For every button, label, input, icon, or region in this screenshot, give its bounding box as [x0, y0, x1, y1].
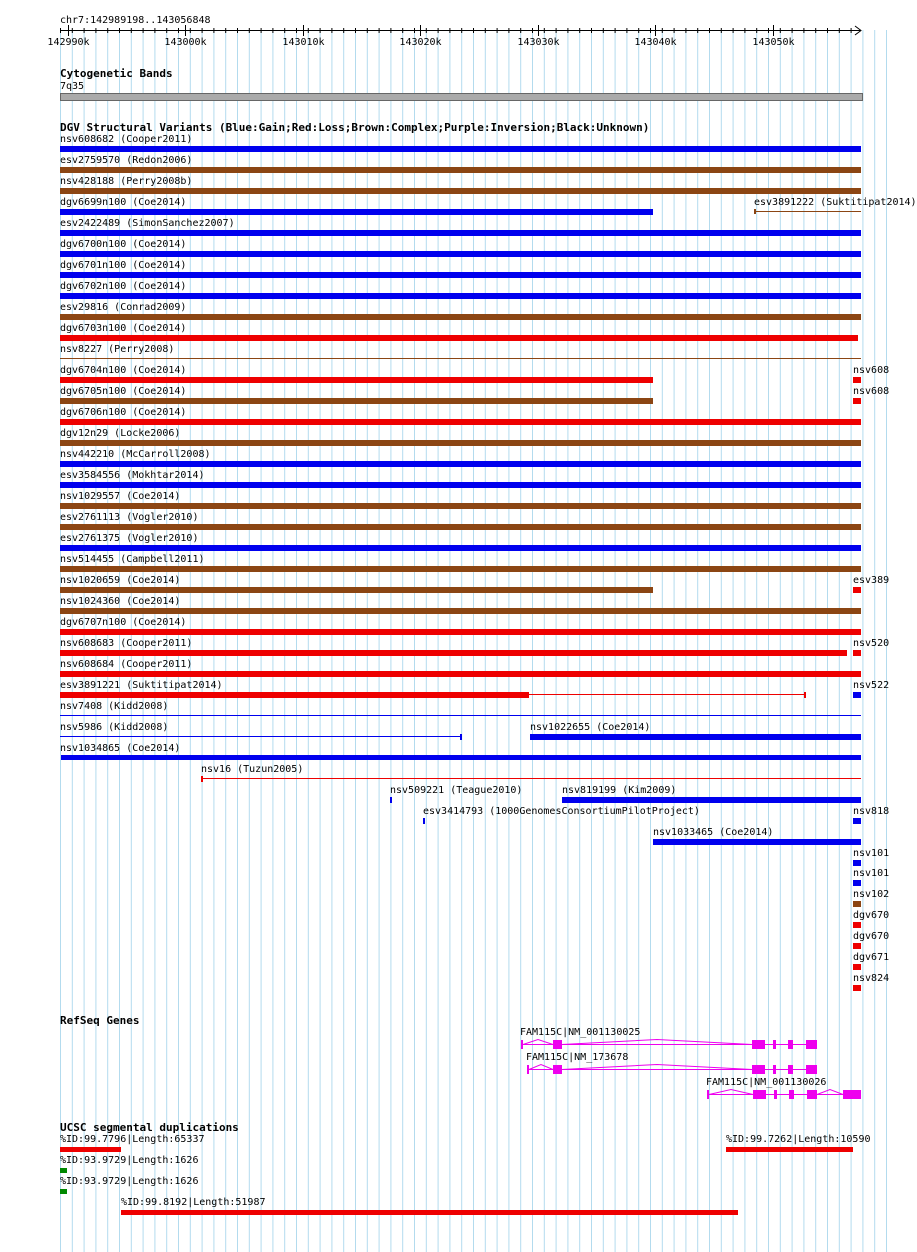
ruler-tick-label: 143010k [282, 37, 325, 48]
variant-label: nsv1020659 (Coe2014) [60, 575, 181, 586]
variant-label: nsv1022655 (Coe2014) [530, 722, 651, 733]
variant-label: nsv102 [853, 889, 890, 900]
variant-label: nsv608 [853, 386, 890, 397]
variant-label: nsv7408 (Kidd2008) [60, 701, 169, 712]
variant-label: nsv608683 (Cooper2011) [60, 638, 193, 649]
gene-intron-chevron[interactable] [817, 1090, 843, 1095]
variant-label: esv389 [853, 575, 890, 586]
variant-label: dgv6703n100 (Coe2014) [60, 323, 187, 334]
segdup-label: %ID:99.7262|Length:10590 [726, 1134, 871, 1145]
variant-label: dgv6705n100 (Coe2014) [60, 386, 187, 397]
variant-label: nsv608682 (Cooper2011) [60, 134, 193, 145]
cytoband-label: 7q35 [60, 81, 85, 92]
variant-label: nsv520 [853, 638, 890, 649]
segdup-track-title: UCSC segmental duplications [60, 1121, 239, 1134]
ruler-tick-label: 143000k [164, 37, 207, 48]
variant-label: esv3891222 (Suktitipat2014) [754, 197, 917, 208]
ruler-tick-label: 143040k [634, 37, 677, 48]
segdup-bar[interactable] [726, 1147, 853, 1152]
variant-label: nsv428188 (Perry2008b) [60, 176, 193, 187]
gene-exon[interactable] [707, 1090, 709, 1099]
variant-label: nsv1034865 (Coe2014) [60, 743, 181, 754]
ruler-tick-label: 143020k [399, 37, 442, 48]
variant-label: nsv509221 (Teague2010) [390, 785, 523, 796]
gene-exon[interactable] [773, 1040, 776, 1049]
segdup-label: %ID:99.7796|Length:65337 [60, 1134, 205, 1145]
variant-label: esv29816 (Conrad2009) [60, 302, 187, 313]
segdup-label: %ID:93.9729|Length:1626 [60, 1155, 199, 1166]
variant-label: esv2761375 (Vogler2010) [60, 533, 199, 544]
variant-label: nsv8227 (Perry2008) [60, 344, 175, 355]
cytoband-track-title: Cytogenetic Bands [60, 67, 173, 80]
segdup-label: %ID:93.9729|Length:1626 [60, 1176, 199, 1187]
gene-intron-chevron[interactable] [523, 1040, 553, 1045]
gene-exon[interactable] [527, 1065, 529, 1074]
variant-label: nsv16 (Tuzun2005) [201, 764, 304, 775]
gene-label: FAM115C|NM_173678 [526, 1052, 629, 1063]
variant-label: dgv670 [853, 931, 890, 942]
gene-intron-chevron[interactable] [529, 1065, 553, 1070]
variant-label: nsv818 [853, 806, 890, 817]
gene-exon[interactable] [752, 1040, 765, 1049]
dgv-track-title: DGV Structural Variants (Blue:Gain;Red:Loss;Brown:Complex;Purple:Inversion;Black:Unknown) [60, 121, 650, 134]
gene-exon[interactable] [752, 1065, 765, 1074]
segdup-bar[interactable] [121, 1210, 738, 1215]
variant-label: nsv442210 (McCarroll2008) [60, 449, 211, 460]
variant-label: nsv1029557 (Coe2014) [60, 491, 181, 502]
variant-label: nsv101 [853, 868, 890, 879]
gene-exon[interactable] [788, 1040, 793, 1049]
variant-label: dgv6704n100 (Coe2014) [60, 365, 187, 376]
ruler-tick-label: 143050k [752, 37, 795, 48]
variant-label: dgv6702n100 (Coe2014) [60, 281, 187, 292]
gene-exon[interactable] [553, 1065, 562, 1074]
variant-label: nsv101 [853, 848, 890, 859]
gene-exon[interactable] [806, 1065, 817, 1074]
variant-label: esv3584556 (Mokhtar2014) [60, 470, 205, 481]
gene-intron-chevron[interactable] [562, 1040, 752, 1045]
gene-label: FAM115C|NM_001130026 [706, 1077, 827, 1088]
ruler-tick-label: 142990k [47, 37, 90, 48]
variant-label: dgv6699n100 (Coe2014) [60, 197, 187, 208]
variant-label: dgv12n29 (Locke2006) [60, 428, 181, 439]
variant-label: dgv6707n100 (Coe2014) [60, 617, 187, 628]
gene-exon[interactable] [773, 1065, 776, 1074]
variant-label: dgv6701n100 (Coe2014) [60, 260, 187, 271]
segdup-bar[interactable] [60, 1189, 67, 1194]
gene-exon[interactable] [521, 1040, 523, 1049]
ruler-tick-label: 143030k [517, 37, 560, 48]
variant-label: esv3891221 (Suktitipat2014) [60, 680, 223, 691]
variant-label: dgv671 [853, 952, 890, 963]
variant-label: dgv6706n100 (Coe2014) [60, 407, 187, 418]
ruler-title: chr7:142989198..143056848 [60, 15, 211, 26]
variant-label: dgv6700n100 (Coe2014) [60, 239, 187, 250]
gene-intron-chevron[interactable] [562, 1065, 752, 1070]
gene-exon[interactable] [843, 1090, 861, 1099]
variant-label: esv2761113 (Vogler2010) [60, 512, 199, 523]
variant-label: nsv824 [853, 973, 890, 984]
variant-label: nsv514455 (Campbell2011) [60, 554, 205, 565]
gene-exon[interactable] [789, 1090, 794, 1099]
variant-label: nsv522 [853, 680, 890, 691]
gene-exon[interactable] [806, 1040, 817, 1049]
segdup-bar[interactable] [60, 1147, 121, 1152]
segdup-label: %ID:99.8192|Length:51987 [121, 1197, 266, 1208]
variant-label: esv3414793 (1000GenomesConsortiumPilotProject) [423, 806, 700, 817]
gene-exon[interactable] [553, 1040, 562, 1049]
gene-exon[interactable] [774, 1090, 777, 1099]
gene-exon[interactable] [807, 1090, 817, 1099]
gene-intron-chevron[interactable] [709, 1090, 753, 1095]
variant-label: esv2422489 (SimonSanchez2007) [60, 218, 235, 229]
variant-label: nsv5986 (Kidd2008) [60, 722, 169, 733]
variant-label: nsv608684 (Cooper2011) [60, 659, 193, 670]
variant-label: nsv1024360 (Coe2014) [60, 596, 181, 607]
variant-label: nsv819199 (Kim2009) [562, 785, 677, 796]
gene-label: FAM115C|NM_001130025 [520, 1027, 641, 1038]
segdup-bar[interactable] [60, 1168, 67, 1173]
variant-label: esv2759570 (Redon2006) [60, 155, 193, 166]
gene-exon[interactable] [788, 1065, 793, 1074]
gene-exon[interactable] [753, 1090, 766, 1099]
refseq-track-title: RefSeq Genes [60, 1014, 140, 1027]
variant-label: dgv670 [853, 910, 890, 921]
variant-label: nsv608 [853, 365, 890, 376]
variant-label: nsv1033465 (Coe2014) [653, 827, 774, 838]
